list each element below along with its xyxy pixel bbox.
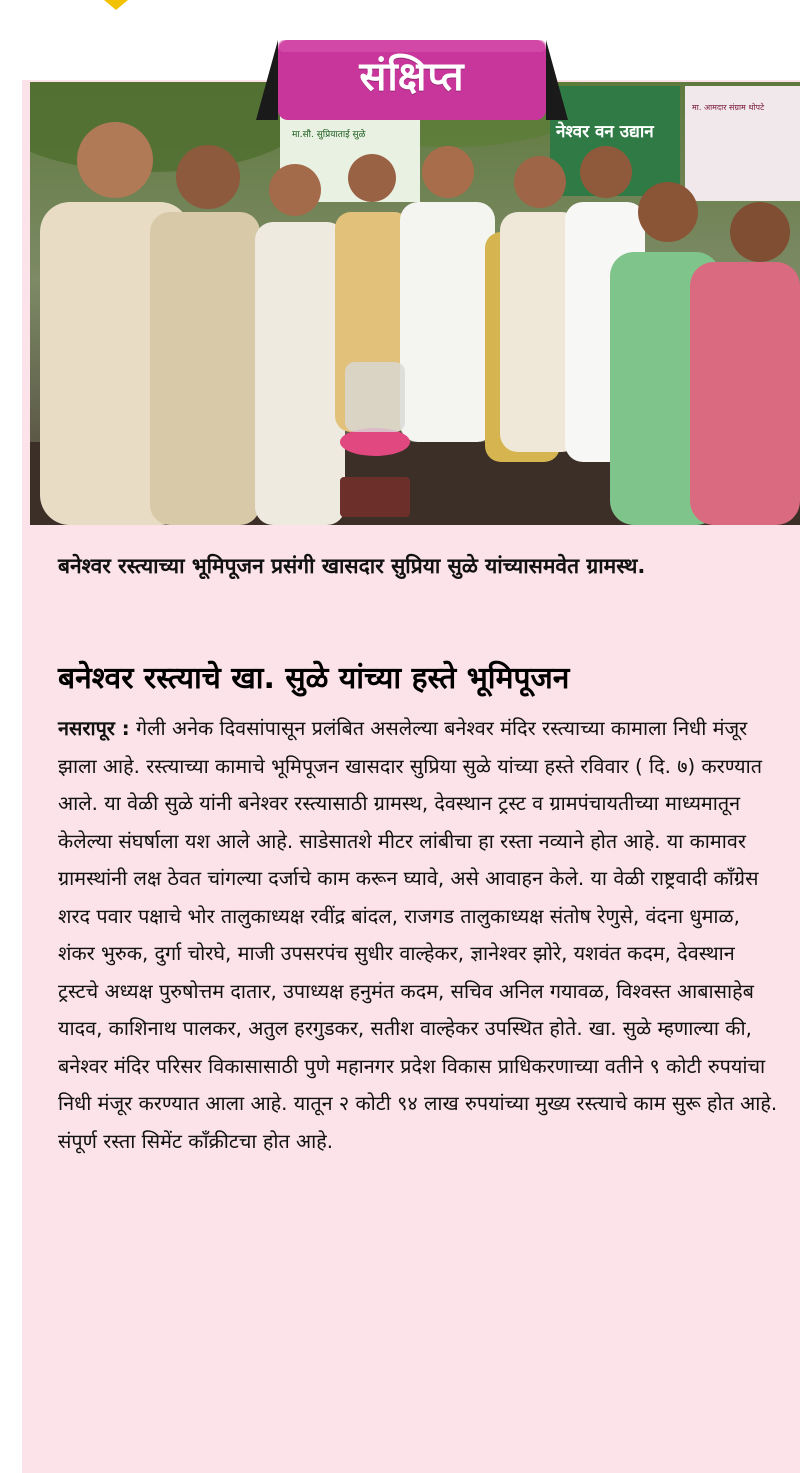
news-photo	[30, 82, 800, 525]
article-body-text: गेली अनेक दिवसांपासून प्रलंबित असलेल्या बनेश्वर मंदिर रस्त्याच्या कामाला निधी मंजूर झाला आहे. रस्त्याच्या कामाचे भूमिपूजन खासदार सुप्रिया सुळे यांच्या हस्ते रविवार ( दि. ७) करण्यात आले. या वेळी सुळे यांनी बनेश्वर रस्त्यासाठी ग्रामस्थ, देवस्थान ट्रस्ट व ग्रामपंचायतीच्या माध्यमातून केलेल्या संघर्षाला यश आले आहे. साडेसातशे मीटर लांबीचा हा रस्ता नव्याने होत आहे. या कामावर ग्रामस्थांनी लक्ष ठेवत चांगल्या दर्जाचे काम करून घ्यावे, असे आवाहन केले. या वेळी राष्ट्रवादी काँग्रेस शरद पवार पक्षाचे भोर तालुकाध्यक्ष रवींद्र बांदल, राजगड तालुकाध्यक्ष संतोष रेणुसे, वंदना धुमाळ, शंकर भुरुक, दुर्गा चोरघे, माजी उपसरपंच सुधीर वाल्हेकर, ज्ञानेश्वर झोरे, यशवंत कदम, देवस्थान ट्रस्टचे अध्यक्ष पुरुषोत्तम दातार, उपाध्यक्ष हनुमंत कदम, सचिव अनिल गयावळ, विश्वस्त आबासाहेब यादव, काशिनाथ पालकर, अतुल हरगुडकर, सतीश वाल्हेकर उपस्थित होते. खा. सुळे म्हणाल्या की, बनेश्वर मंदिर परिसर विकासासाठी पुणे महानगर प्रदेश विकास प्राधिकरणाच्या वतीने ९ कोटी रुपयांचा निधी मंजूर करण्यात आला आहे. यातून २ कोटी ९४ लाख रुपयांच्या मुख्य रस्त्याचे काम सुरू होत आहे. संपूर्ण रस्ता सिमेंट काँक्रीटचा होत आहे.	[58, 717, 778, 1153]
photo-banner-text-1: मा.सौ. सुप्रियाताई सुळे	[292, 130, 366, 140]
article-body	[58, 710, 778, 1160]
yellow-corner-mark	[104, 0, 128, 10]
photo-banner-text-3: मा. आमदार संग्राम थोपटे	[692, 103, 765, 112]
photo-caption: बनेश्वर रस्त्याच्या भूमिपूजन प्रसंगी खासदार सुप्रिया सुळे यांच्यासमवेत ग्रामस्थ.	[58, 554, 646, 578]
article-dateline: नसरापूर :	[58, 717, 130, 740]
section-banner-label: संक्षिप्त	[359, 54, 465, 100]
article-headline: बनेश्वर रस्त्याचे खा. सुळे यांच्या हस्ते भूमिपूजन	[58, 661, 570, 696]
section-banner	[256, 34, 568, 120]
photo-banner-text-2: नेश्वर वन उद्यान	[556, 122, 654, 142]
